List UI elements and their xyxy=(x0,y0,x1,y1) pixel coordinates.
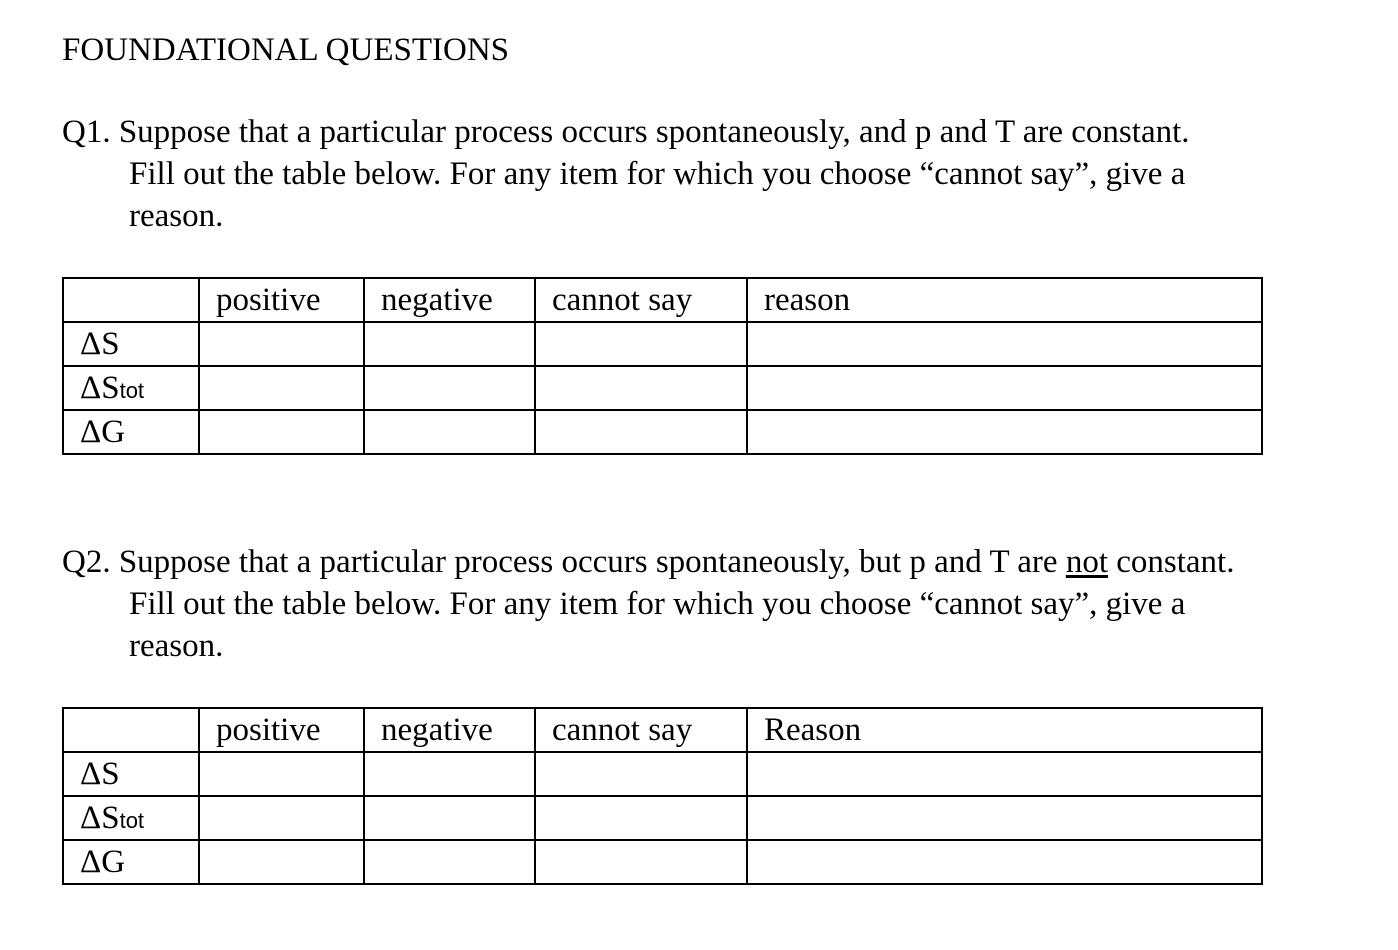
question-2-line-2: Fill out the table below. For any item for which you choose “cannot say”, give a xyxy=(129,586,1186,622)
answer-cell-reason[interactable] xyxy=(747,366,1262,410)
row-symbol: ΔG xyxy=(80,843,126,880)
answer-cell-positive[interactable] xyxy=(199,366,364,410)
answer-cell-cannot-say[interactable] xyxy=(535,410,747,454)
question-2-line-1 xyxy=(62,541,1234,583)
answer-cell-cannot-say[interactable] xyxy=(535,366,747,410)
header-blank-cell xyxy=(63,278,199,322)
answer-cell-negative[interactable] xyxy=(364,796,535,840)
question-1-line-2: Fill out the table below. For any item for which you choose “cannot say”, give a xyxy=(129,156,1186,192)
row-symbol: ΔS xyxy=(80,755,120,792)
answer-cell-negative[interactable] xyxy=(364,366,535,410)
answer-cell-negative[interactable] xyxy=(364,752,535,796)
answer-cell-reason[interactable] xyxy=(747,322,1262,366)
answer-cell-negative[interactable] xyxy=(364,322,535,366)
header-negative: negative xyxy=(364,278,535,322)
row-symbol: ΔG xyxy=(80,413,126,450)
row-label-delta-s xyxy=(63,752,199,796)
table-row xyxy=(63,840,1262,884)
row-subscript: tot xyxy=(119,377,145,403)
answer-cell-positive[interactable] xyxy=(199,410,364,454)
question-1 xyxy=(62,111,1190,237)
header-cannot-say: cannot say xyxy=(535,278,747,322)
row-label-delta-s xyxy=(63,322,199,366)
header-positive: positive xyxy=(199,278,364,322)
question-2-line-1-start: Q2. Suppose that a particular process occurs spontaneously, but p and T are xyxy=(62,544,1066,580)
answer-cell-cannot-say[interactable] xyxy=(535,840,747,884)
question-1-line-3: reason. xyxy=(129,198,224,234)
question-2-line-1-end: constant. xyxy=(1107,544,1235,580)
answer-cell-cannot-say[interactable] xyxy=(535,322,747,366)
header-cannot-say: cannot say xyxy=(535,708,747,752)
row-symbol: ΔS xyxy=(80,369,120,406)
question-1-line-1: Q1. Suppose that a particular process occurs spontaneously, and p and T are constant. xyxy=(62,114,1190,150)
answer-table-1 xyxy=(62,277,1263,455)
answer-cell-reason[interactable] xyxy=(747,752,1262,796)
answer-cell-reason[interactable] xyxy=(747,410,1262,454)
table-row xyxy=(63,322,1262,366)
header-negative: negative xyxy=(364,708,535,752)
row-label-delta-g xyxy=(63,410,199,454)
table-row xyxy=(63,410,1262,454)
answer-cell-positive[interactable] xyxy=(199,322,364,366)
header-reason: reason xyxy=(747,278,1262,322)
question-2-line-3: reason. xyxy=(129,628,224,664)
answer-cell-reason[interactable] xyxy=(747,840,1262,884)
row-label-delta-s-tot xyxy=(63,796,199,840)
header-blank-cell xyxy=(63,708,199,752)
table-row xyxy=(63,796,1262,840)
row-label-delta-s-tot xyxy=(63,366,199,410)
header-reason: Reason xyxy=(747,708,1262,752)
answer-cell-reason[interactable] xyxy=(747,796,1262,840)
question-2 xyxy=(62,541,1234,667)
answer-cell-cannot-say[interactable] xyxy=(535,796,747,840)
row-symbol: ΔS xyxy=(80,325,120,362)
row-label-delta-g xyxy=(63,840,199,884)
table-header-row xyxy=(63,708,1262,752)
answer-cell-negative[interactable] xyxy=(364,840,535,884)
underlined-not: not xyxy=(1065,544,1108,580)
header-positive: positive xyxy=(199,708,364,752)
answer-cell-cannot-say[interactable] xyxy=(535,752,747,796)
answer-cell-negative[interactable] xyxy=(364,410,535,454)
answer-cell-positive[interactable] xyxy=(199,752,364,796)
answer-table-2 xyxy=(62,707,1263,885)
table-row xyxy=(63,752,1262,796)
table-header-row xyxy=(63,278,1262,322)
answer-cell-positive[interactable] xyxy=(199,796,364,840)
answer-cell-positive[interactable] xyxy=(199,840,364,884)
page-heading: FOUNDATIONAL QUESTIONS xyxy=(62,32,510,68)
row-subscript: tot xyxy=(119,807,145,833)
table-row xyxy=(63,366,1262,410)
row-symbol: ΔS xyxy=(80,799,120,836)
